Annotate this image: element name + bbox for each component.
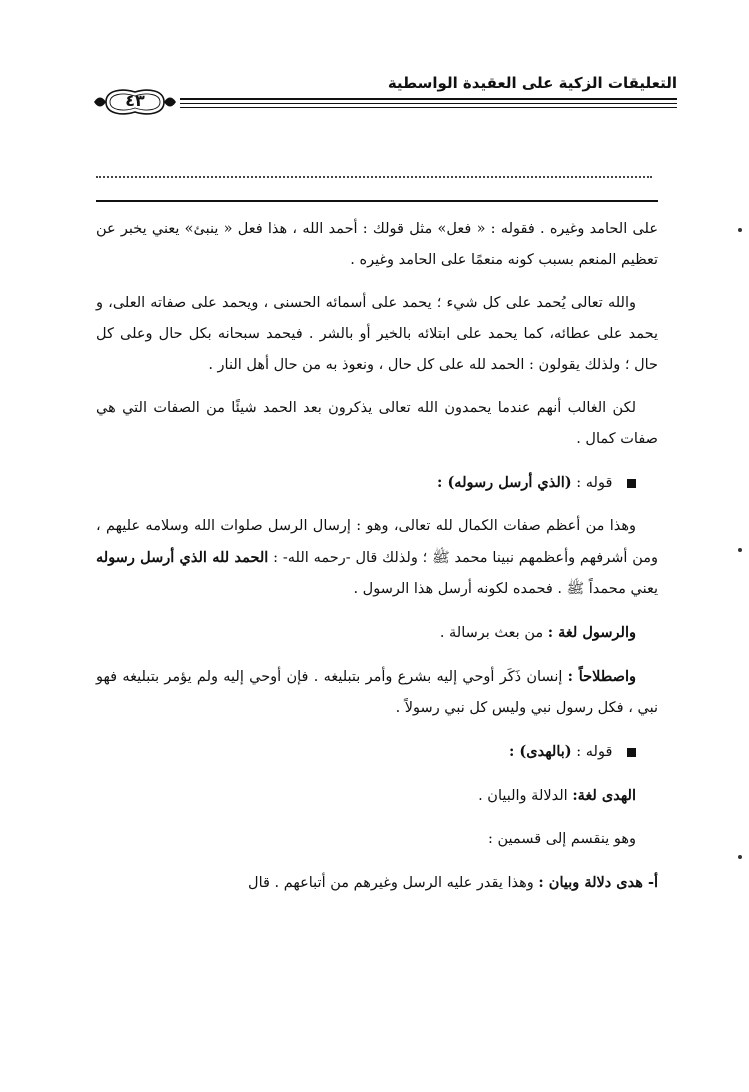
definition-term: الهدى لغة:: [572, 787, 636, 804]
page-number: ٤٣: [125, 91, 145, 110]
definition: [96, 661, 658, 724]
text-run: وهذا من أعظم صفات الكمال لله تعالى، وهو : إرسال الرسل صلوات الله وسلامه عليهم ، ومن أشرفهم وأعظمهم نبينا محمد ﷺ ؛ ولذلك قال -رحمه الله- :: [96, 518, 659, 566]
section-heading: [96, 736, 658, 768]
quoted-text: الحمد لله الذي أرسل رسوله: [96, 549, 269, 566]
paragraph: لكن الغالب أنهم عندما يحمدون الله تعالى يذكرون بعد الحمد شيئًا من الصفات التي هي صفات كمال .: [96, 400, 658, 447]
page-header: [92, 72, 677, 130]
square-bullet-icon: [627, 748, 636, 757]
solid-separator: [96, 200, 658, 202]
definition-text: وهذا يقدر عليه الرسل وغيرهم من أتباعهم . قال: [248, 875, 534, 891]
definition-term: واصطلاحاً :: [567, 668, 636, 685]
definition-term: والرسول لغة :: [547, 624, 636, 641]
header-rules: [180, 98, 677, 111]
definition: [96, 867, 658, 899]
square-bullet-icon: [627, 479, 636, 488]
dotted-separator: [96, 176, 652, 178]
paragraph: والله تعالى يُحمد على كل شيء ؛ يحمد على أسمائه الحسنى ، ويحمد على صفاته العلى، و يحمد على عطائه، كما يحمد على ابتلائه بالخير أو بالشر . فيحمد سبحانه بكل حال وعلى كل حال ؛ ولذلك يقولون : الحمد لله على كل حال ، ونعوذ به من حال أهل النار .: [96, 295, 658, 373]
text-run: يعني محمداً ﷺ . فحمده لكونه أرسل هذا الرسول .: [353, 581, 658, 597]
definition-term: أ- هدى دلالة وبيان :: [538, 874, 658, 891]
definition: [96, 780, 658, 812]
definition-text: من بعث برسالة .: [439, 625, 544, 641]
paragraph: وهو ينقسم إلى قسمين :: [488, 831, 636, 847]
heading-lead: قوله :: [576, 744, 613, 760]
heading-quote: (الذي أرسل رسوله) :: [437, 474, 572, 491]
margin-dot: [738, 548, 742, 552]
margin-dot: [738, 855, 742, 859]
main-text: [96, 214, 658, 911]
definition-text: إنسان ذَكَر أوحي إليه بشرع وأمر بتبليغه . فإن أوحي إليه ولم يؤمر بتبليغه فهو نبي ، فكل رسول نبي وليس كل نبي رسولاً .: [96, 669, 658, 716]
heading-lead: قوله :: [576, 475, 613, 491]
section-heading: [96, 467, 658, 499]
running-title: التعليقات الزكية على العقيدة الواسطية: [387, 74, 677, 92]
definition: [96, 617, 658, 649]
definition-text: الدلالة والبيان .: [478, 788, 568, 804]
page-number-ornament: [92, 84, 178, 120]
margin-dot: [738, 228, 742, 232]
heading-quote: (بالهدى) :: [509, 743, 572, 760]
paragraph: على الحامد وغيره . فقوله : « فعل» مثل قولك : أحمد الله ، هذا فعل « ينبئ» يعني يخبر عن تعظيم المنعم بسبب كونه منعمًا على الحامد وغيره .: [96, 221, 658, 268]
paragraph: [96, 511, 658, 605]
